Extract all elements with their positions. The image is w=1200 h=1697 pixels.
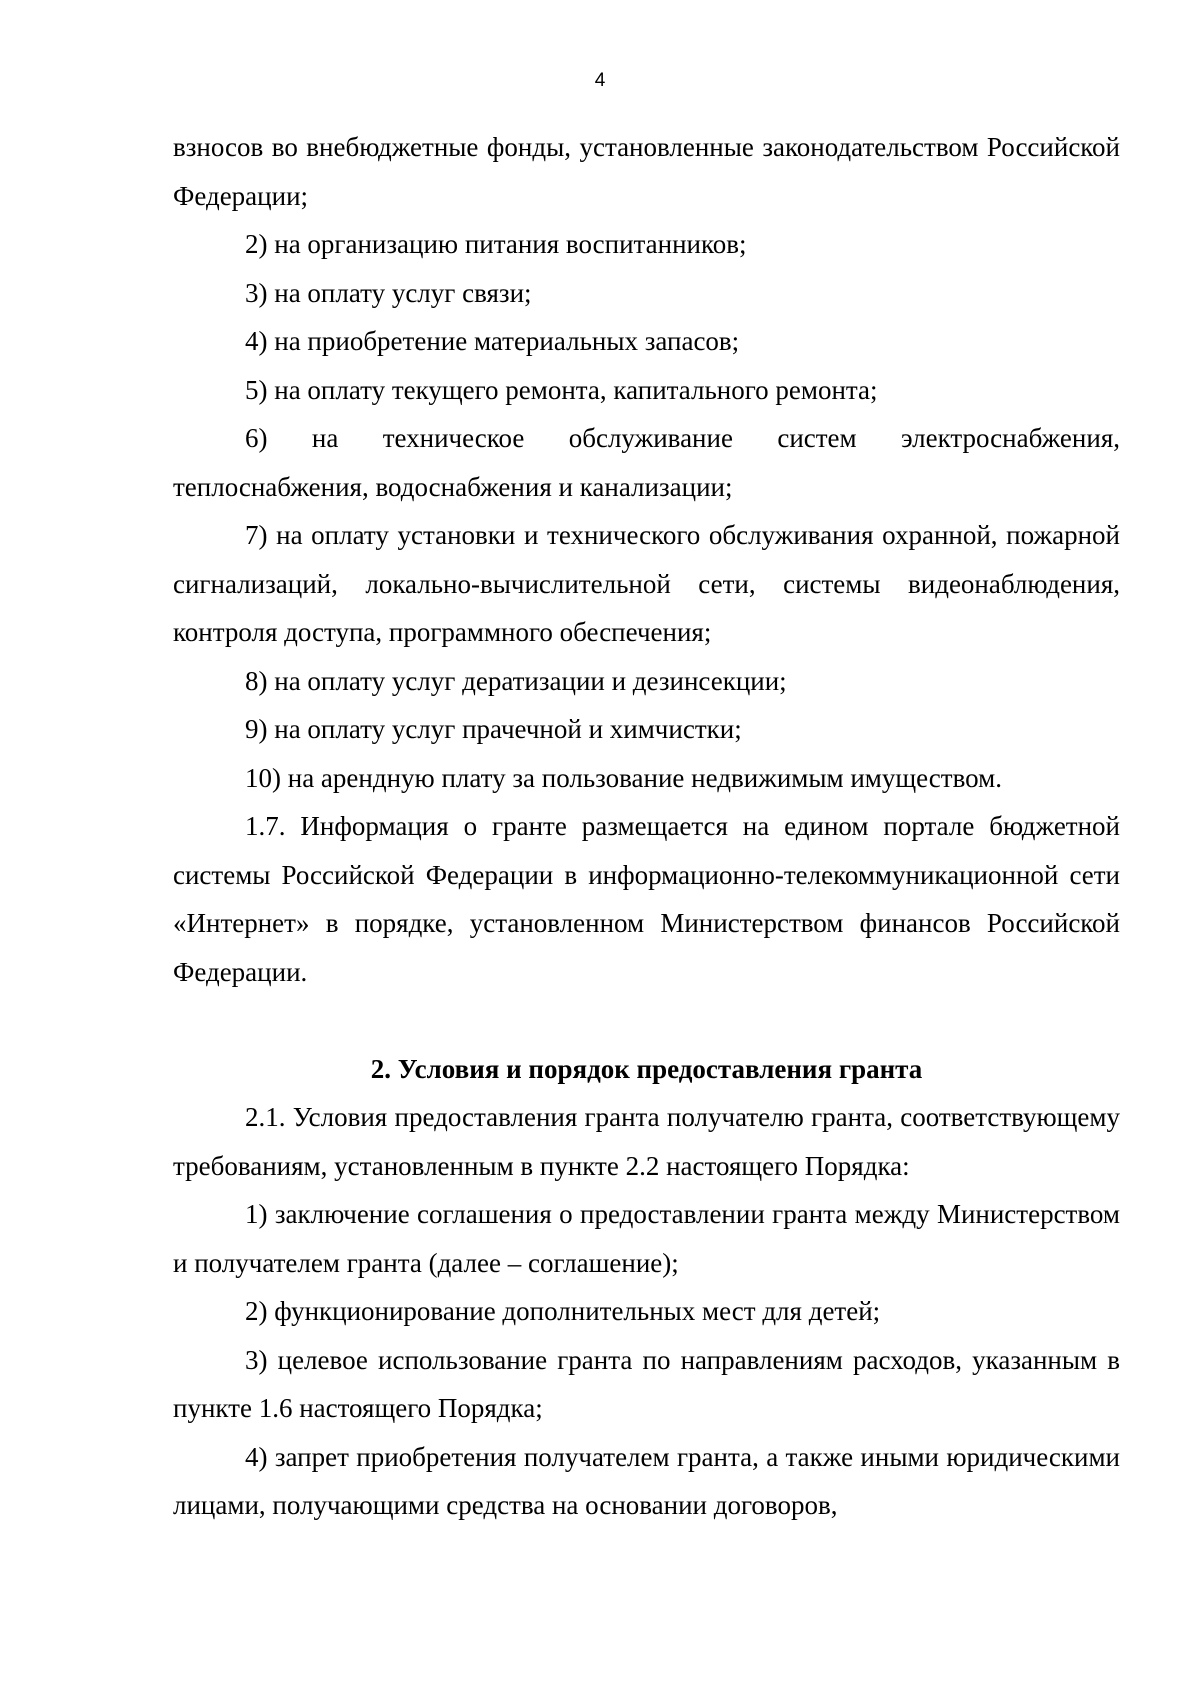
clause-2-1: 2.1. Условия предоставления гранта получателю гранта, соответствующему требованиям, установленным в пункте 2.2 настоящего Порядка: [173, 1102, 1120, 1181]
list-item-7: 7) на оплату установки и технического обслуживания охранной, пожарной сигнализаций, локально-вычислительной сети, системы видеонаблюдения, контроля доступа, программного обеспечения; [173, 520, 1120, 647]
list-item-6: 6) на техническое обслуживание систем электроснабжения, теплоснабжения, водоснабжения и канализации; [173, 423, 1120, 502]
list-item-8: 8) на оплату услуг дератизации и дезинсекции; [245, 665, 787, 696]
list-item-10: 10) на арендную плату за пользование недвижимым имуществом. [245, 762, 1002, 793]
condition-item-4: 4) запрет приобретения получателем гранта, а также иными юридическими лицами, получающими средства на основании договоров, [173, 1441, 1120, 1520]
list-item-9: 9) на оплату услуг прачечной и химчистки; [245, 714, 742, 744]
condition-item-3: 3) целевое использование гранта по направлениям расходов, указанным в пункте 1.6 настоящего Порядка; [173, 1344, 1120, 1423]
list-item-2: 2) на организацию питания воспитанников; [245, 229, 747, 259]
list-item-4: 4) на приобретение материальных запасов; [245, 326, 740, 356]
section-heading: 2. Условия и порядок предоставления гранта [370, 1053, 923, 1084]
page-number: 4 [594, 70, 606, 91]
condition-item-2: 2) функционирование дополнительных мест для детей; [245, 1296, 881, 1326]
condition-item-1: 1) заключение соглашения о предоставлении гранта между Министерством и получателем гранта (далее – соглашение); [173, 1199, 1120, 1278]
list-item-3: 3) на оплату услуг связи; [245, 277, 532, 308]
list-item-5: 5) на оплату текущего ремонта, капитального ремонта; [245, 374, 878, 405]
paragraph-continuation: взносов во внебюджетные фонды, установленные законодательством Российской Федерации; [173, 132, 1120, 211]
clause-1-7: 1.7. Информация о гранте размещается на едином портале бюджетной системы Российской Федерации в информационно-телекоммуникационной сети «Интернет» в порядке, установленном Министерством финансов Российской Федерации. [173, 811, 1120, 987]
document-body [173, 123, 1120, 1530]
